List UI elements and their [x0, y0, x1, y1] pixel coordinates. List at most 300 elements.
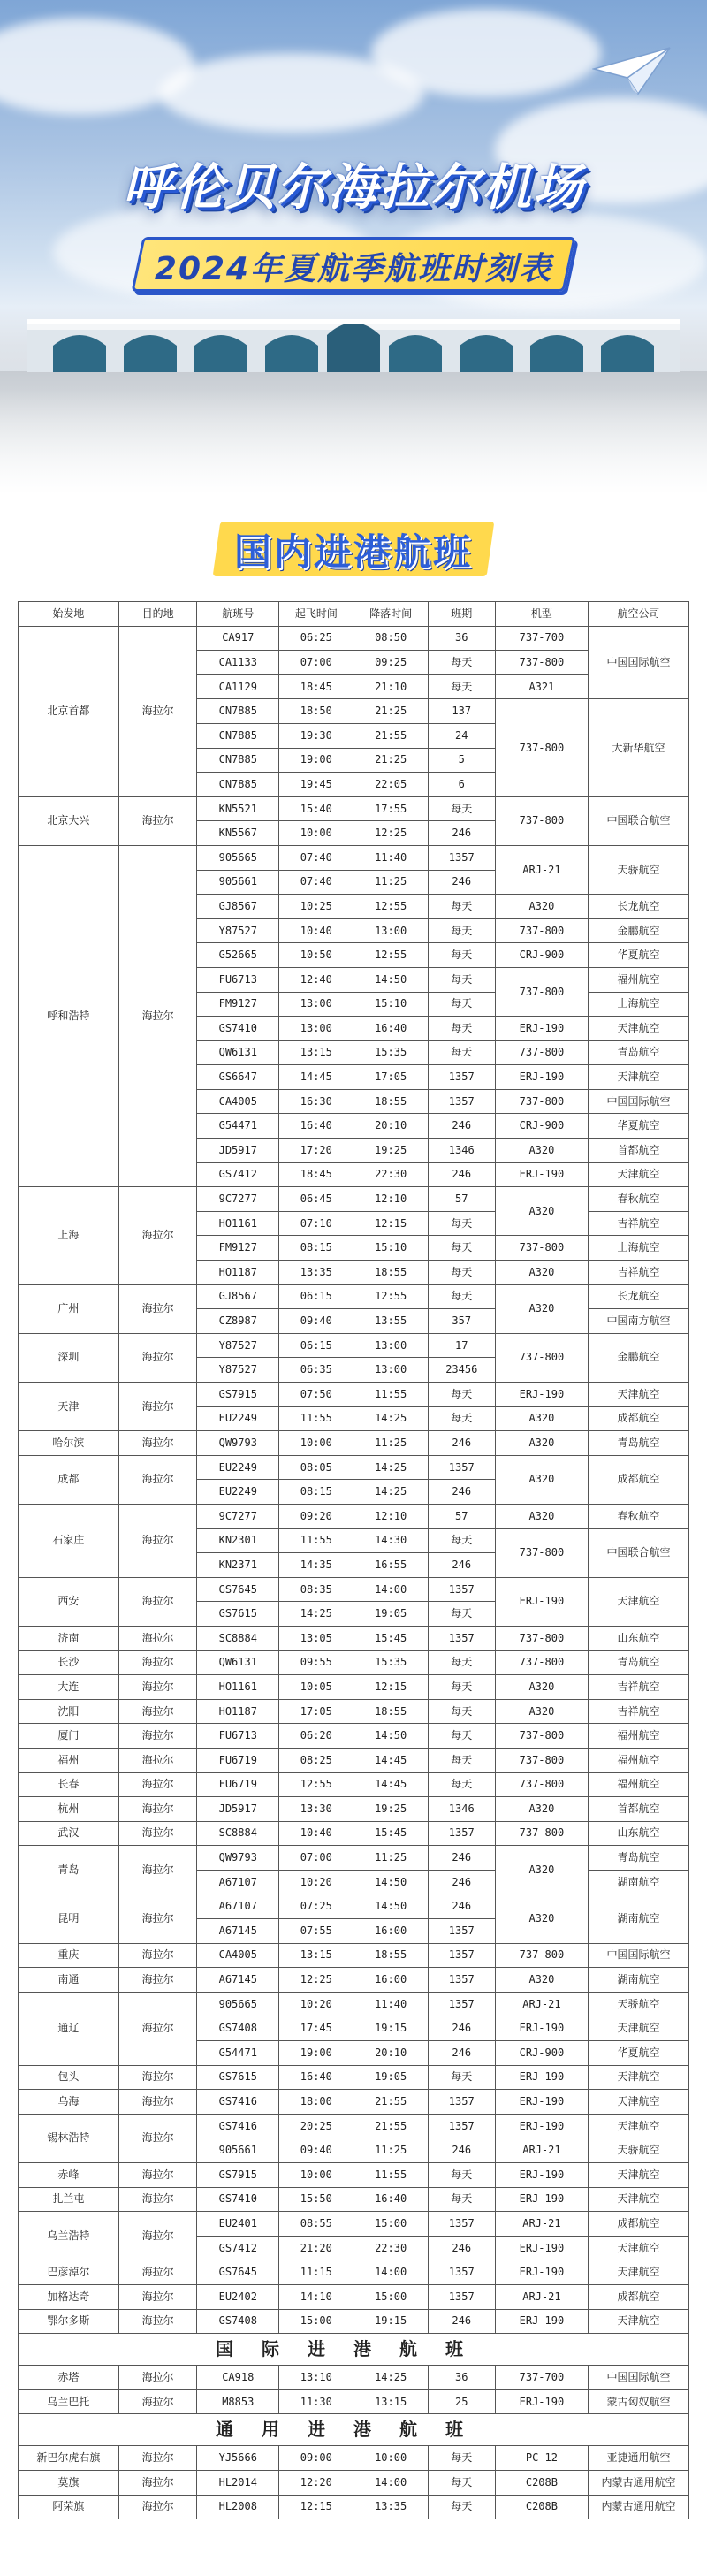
- cell-aircraft: CRJ-900: [495, 943, 588, 968]
- table-row: [19, 1846, 689, 1871]
- cell-departure: 12:25: [279, 1968, 354, 1993]
- cell-airline: 春秋航空: [589, 1504, 689, 1528]
- cell-arrival: 12:25: [354, 821, 428, 846]
- header-airline: 航空公司: [589, 602, 689, 627]
- cell-airline: 天津航空: [589, 2065, 689, 2090]
- cell-flight-no: JD5917: [197, 1797, 279, 1822]
- cell-arrival: 10:00: [354, 2446, 428, 2471]
- cell-airline: 中国国际航空: [589, 2366, 689, 2390]
- cell-destination: 海拉尔: [118, 1748, 197, 1772]
- cell-arrival: 16:40: [354, 1017, 428, 1041]
- cell-aircraft: ERJ-190: [495, 2187, 588, 2212]
- cell-flight-no: JD5917: [197, 1139, 279, 1163]
- cell-days: 1357: [428, 1065, 495, 1090]
- cell-arrival: 19:15: [354, 2016, 428, 2041]
- cell-destination: 海拉尔: [118, 1772, 197, 1797]
- cell-origin: 哈尔滨: [19, 1431, 119, 1456]
- cell-airline: 华夏航空: [589, 1114, 689, 1139]
- cell-destination: 海拉尔: [118, 1724, 197, 1749]
- cell-flight-no: GJ8567: [197, 1284, 279, 1309]
- cell-destination: 海拉尔: [118, 2284, 197, 2309]
- cell-flight-no: CN7885: [197, 773, 279, 797]
- cell-flight-no: A67145: [197, 1968, 279, 1993]
- cell-arrival: 14:00: [354, 2470, 428, 2495]
- cell-aircraft: ERJ-190: [495, 2163, 588, 2188]
- cell-arrival: 14:50: [354, 1870, 428, 1894]
- table-row: [19, 1748, 689, 1772]
- cell-destination: 海拉尔: [118, 1577, 197, 1626]
- table-row: [19, 1821, 689, 1846]
- cell-days: 每天: [428, 2187, 495, 2212]
- cell-origin: 沈阳: [19, 1699, 119, 1724]
- cell-departure: 13:10: [279, 2366, 354, 2390]
- cell-destination: 海拉尔: [118, 1650, 197, 1675]
- cell-days: 36: [428, 626, 495, 651]
- cell-flight-no: SC8884: [197, 1626, 279, 1650]
- table-row: [19, 1894, 689, 1919]
- cell-airline: 春秋航空: [589, 1187, 689, 1212]
- cell-arrival: 16:55: [354, 1553, 428, 1578]
- cell-arrival: 14:25: [354, 2366, 428, 2390]
- cell-days: 36: [428, 2366, 495, 2390]
- cell-airline: 湖南航空: [589, 1870, 689, 1894]
- cell-flight-no: GJ8567: [197, 895, 279, 919]
- cell-days: 25: [428, 2389, 495, 2414]
- table-row: [19, 796, 689, 821]
- cell-aircraft: A320: [495, 1139, 588, 1163]
- cell-days: 246: [428, 2309, 495, 2334]
- cell-departure: 07:40: [279, 870, 354, 895]
- cell-departure: 10:00: [279, 821, 354, 846]
- cell-flight-no: KN5567: [197, 821, 279, 846]
- paper-plane-icon: [592, 44, 672, 97]
- cell-departure: 17:45: [279, 2016, 354, 2041]
- cell-flight-no: HO1187: [197, 1261, 279, 1285]
- cell-days: 5: [428, 748, 495, 773]
- cell-departure: 13:30: [279, 1797, 354, 1822]
- cell-days: 每天: [428, 796, 495, 821]
- cell-destination: 海拉尔: [118, 2389, 197, 2414]
- hero-banner: [0, 0, 707, 495]
- cell-departure: 06:35: [279, 1358, 354, 1383]
- cell-aircraft: A320: [495, 1894, 588, 1943]
- cell-days: 246: [428, 2016, 495, 2041]
- cell-days: 246: [428, 1114, 495, 1139]
- cell-aircraft: 737-800: [495, 1772, 588, 1797]
- cell-flight-no: 905665: [197, 845, 279, 870]
- cell-flight-no: 905661: [197, 2138, 279, 2163]
- cell-days: 1357: [428, 845, 495, 870]
- cell-departure: 13:00: [279, 1017, 354, 1041]
- cell-departure: 10:20: [279, 1870, 354, 1894]
- table-row: [19, 626, 689, 651]
- cell-days: 每天: [428, 1017, 495, 1041]
- cell-airline: 成都航空: [589, 1406, 689, 1431]
- cell-arrival: 11:25: [354, 1846, 428, 1871]
- table-row: [19, 1626, 689, 1650]
- table-row: [19, 2260, 689, 2285]
- cell-airline: 天津航空: [589, 2260, 689, 2285]
- cell-aircraft: 737-800: [495, 1943, 588, 1968]
- cell-departure: 10:05: [279, 1675, 354, 1700]
- cell-days: 1346: [428, 1139, 495, 1163]
- cell-departure: 08:05: [279, 1455, 354, 1480]
- cell-days: 1357: [428, 2260, 495, 2285]
- cell-destination: 海拉尔: [118, 626, 197, 796]
- cell-departure: 10:00: [279, 1431, 354, 1456]
- cell-days: 246: [428, 2236, 495, 2260]
- cell-aircraft: CRJ-900: [495, 1114, 588, 1139]
- cell-flight-no: HL2014: [197, 2470, 279, 2495]
- cell-arrival: 12:10: [354, 1187, 428, 1212]
- cell-flight-no: FU6713: [197, 1724, 279, 1749]
- cell-flight-no: QW9793: [197, 1846, 279, 1871]
- cell-departure: 07:25: [279, 1894, 354, 1919]
- cell-arrival: 13:35: [354, 2495, 428, 2519]
- terminal-building-illustration: [27, 305, 680, 376]
- header-aircraft: 机型: [495, 602, 588, 627]
- cell-airline: 青岛航空: [589, 1431, 689, 1456]
- cell-departure: 10:20: [279, 1992, 354, 2016]
- cell-flight-no: 9C7277: [197, 1187, 279, 1212]
- cell-arrival: 21:55: [354, 2090, 428, 2115]
- cell-arrival: 15:45: [354, 1821, 428, 1846]
- cell-aircraft: A320: [495, 1797, 588, 1822]
- cell-origin: 福州: [19, 1748, 119, 1772]
- cell-aircraft: ERJ-190: [495, 2016, 588, 2041]
- cell-flight-no: Y87527: [197, 1333, 279, 1358]
- cell-aircraft: 737-800: [495, 918, 588, 943]
- cell-arrival: 11:40: [354, 845, 428, 870]
- section-header: [0, 495, 707, 601]
- table-row: [19, 2187, 689, 2212]
- cell-departure: 08:35: [279, 1577, 354, 1602]
- cell-days: 每天: [428, 967, 495, 992]
- cell-flight-no: EU2401: [197, 2212, 279, 2237]
- cell-flight-no: FU6719: [197, 1748, 279, 1772]
- table-row: [19, 1504, 689, 1528]
- cell-flight-no: Y87527: [197, 1358, 279, 1383]
- cell-arrival: 18:55: [354, 1699, 428, 1724]
- cell-departure: 12:15: [279, 2495, 354, 2519]
- cell-flight-no: QW6131: [197, 1040, 279, 1065]
- cell-arrival: 14:00: [354, 2260, 428, 2285]
- cell-days: 每天: [428, 1040, 495, 1065]
- cell-arrival: 19:05: [354, 2065, 428, 2090]
- cell-arrival: 13:00: [354, 1333, 428, 1358]
- cell-airline: 青岛航空: [589, 1040, 689, 1065]
- cell-airline: 吉祥航空: [589, 1675, 689, 1700]
- cell-airline: 大新华航空: [589, 699, 689, 796]
- cell-departure: 21:20: [279, 2236, 354, 2260]
- cell-departure: 09:40: [279, 1309, 354, 1334]
- cell-destination: 海拉尔: [118, 1626, 197, 1650]
- cell-aircraft: A320: [495, 1675, 588, 1700]
- cell-departure: 08:15: [279, 1236, 354, 1261]
- cell-flight-no: KN2371: [197, 1553, 279, 1578]
- table-row: [19, 1455, 689, 1480]
- cell-flight-no: CA918: [197, 2366, 279, 2390]
- cell-arrival: 21:55: [354, 2114, 428, 2138]
- cell-flight-no: SC8884: [197, 1821, 279, 1846]
- cell-departure: 10:40: [279, 918, 354, 943]
- cell-departure: 06:15: [279, 1333, 354, 1358]
- cell-origin: 巴彦淖尔: [19, 2260, 119, 2285]
- cell-departure: 13:05: [279, 1626, 354, 1650]
- cell-origin: 上海: [19, 1187, 119, 1284]
- table-row: [19, 2366, 689, 2390]
- cell-departure: 18:45: [279, 1162, 354, 1187]
- cell-departure: 14:35: [279, 1553, 354, 1578]
- cell-origin: 济南: [19, 1626, 119, 1650]
- cell-destination: 海拉尔: [118, 1968, 197, 1993]
- cell-days: 每天: [428, 1284, 495, 1309]
- cell-aircraft: A320: [495, 1187, 588, 1236]
- cell-airline: 青岛航空: [589, 1846, 689, 1871]
- cell-departure: 14:45: [279, 1065, 354, 1090]
- cell-airline: 中国国际航空: [589, 1089, 689, 1114]
- cell-airline: 天津航空: [589, 2236, 689, 2260]
- cell-destination: 海拉尔: [118, 1675, 197, 1700]
- cell-airline: 天骄航空: [589, 2138, 689, 2163]
- cell-arrival: 11:25: [354, 2138, 428, 2163]
- table-row: [19, 2495, 689, 2519]
- cell-arrival: 15:00: [354, 2284, 428, 2309]
- cell-flight-no: GS7645: [197, 2260, 279, 2285]
- cell-arrival: 15:35: [354, 1040, 428, 1065]
- page-title: 呼伦贝尔海拉尔机场: [123, 159, 584, 217]
- cell-destination: 海拉尔: [118, 1284, 197, 1333]
- cell-days: 246: [428, 1846, 495, 1871]
- cell-aircraft: 737-700: [495, 2366, 588, 2390]
- cell-aircraft: ERJ-190: [495, 1017, 588, 1041]
- cell-origin: 武汉: [19, 1821, 119, 1846]
- cell-arrival: 16:40: [354, 2187, 428, 2212]
- cell-departure: 07:10: [279, 1211, 354, 1236]
- cell-departure: 09:55: [279, 1650, 354, 1675]
- table-row: [19, 2163, 689, 2188]
- cell-origin: 赤塔: [19, 2366, 119, 2390]
- cell-flight-no: Y87527: [197, 918, 279, 943]
- cell-days: 137: [428, 699, 495, 724]
- cell-arrival: 20:10: [354, 1114, 428, 1139]
- cell-destination: 海拉尔: [118, 1943, 197, 1968]
- cell-days: 57: [428, 1504, 495, 1528]
- cell-origin: 西安: [19, 1577, 119, 1626]
- cell-arrival: 14:25: [354, 1455, 428, 1480]
- cell-destination: 海拉尔: [118, 1992, 197, 2065]
- cell-departure: 06:25: [279, 626, 354, 651]
- intl-section-title-row: [19, 2334, 689, 2366]
- cell-destination: 海拉尔: [118, 1699, 197, 1724]
- page-subtitle: 2024年夏航季航班时刻表: [154, 251, 553, 287]
- cell-arrival: 15:10: [354, 992, 428, 1017]
- cell-destination: 海拉尔: [118, 2114, 197, 2162]
- cell-departure: 12:20: [279, 2470, 354, 2495]
- cell-aircraft: 737-800: [495, 1821, 588, 1846]
- cell-aircraft: PC-12: [495, 2446, 588, 2471]
- cell-flight-no: FU6713: [197, 967, 279, 992]
- cell-airline: 中国国际航空: [589, 1943, 689, 1968]
- table-row: [19, 2212, 689, 2237]
- cell-airline: 福州航空: [589, 1748, 689, 1772]
- header-destination: 目的地: [118, 602, 197, 627]
- cell-flight-no: KN2301: [197, 1528, 279, 1553]
- cell-airline: 长龙航空: [589, 895, 689, 919]
- cell-aircraft: 737-800: [495, 1040, 588, 1065]
- cell-airline: 吉祥航空: [589, 1261, 689, 1285]
- cell-flight-no: CN7885: [197, 723, 279, 748]
- header-days: 班期: [428, 602, 495, 627]
- cell-aircraft: ARJ-21: [495, 2284, 588, 2309]
- cell-airline: 青岛航空: [589, 1650, 689, 1675]
- cell-departure: 07:50: [279, 1383, 354, 1407]
- cell-destination: 海拉尔: [118, 2065, 197, 2090]
- cell-origin: 扎兰屯: [19, 2187, 119, 2212]
- cell-destination: 海拉尔: [118, 1894, 197, 1943]
- cell-flight-no: QW6131: [197, 1650, 279, 1675]
- cell-days: 每天: [428, 1211, 495, 1236]
- cell-departure: 11:30: [279, 2389, 354, 2414]
- cell-arrival: 12:55: [354, 895, 428, 919]
- cell-origin: 厦门: [19, 1724, 119, 1749]
- cell-airline: 中国联合航空: [589, 796, 689, 845]
- cell-arrival: 09:25: [354, 651, 428, 675]
- cell-flight-no: GS7412: [197, 1162, 279, 1187]
- cell-days: 246: [428, 1480, 495, 1505]
- cell-origin: 南通: [19, 1968, 119, 1993]
- cell-aircraft: ERJ-190: [495, 2309, 588, 2334]
- cell-departure: 12:55: [279, 1772, 354, 1797]
- cell-arrival: 19:25: [354, 1139, 428, 1163]
- header-origin: 始发地: [19, 602, 119, 627]
- cell-departure: 09:00: [279, 2446, 354, 2471]
- cell-flight-no: M8853: [197, 2389, 279, 2414]
- cell-aircraft: 737-800: [495, 1236, 588, 1261]
- cell-destination: 海拉尔: [118, 1431, 197, 1456]
- cell-days: 每天: [428, 2446, 495, 2471]
- cloud: [371, 9, 601, 97]
- table-row: [19, 2309, 689, 2334]
- table-row: [19, 1383, 689, 1407]
- cell-destination: 海拉尔: [118, 2309, 197, 2334]
- table-row: [19, 1187, 689, 1212]
- cell-arrival: 14:50: [354, 1894, 428, 1919]
- cell-departure: 14:25: [279, 1602, 354, 1627]
- header-departure: 起飞时间: [279, 602, 354, 627]
- cell-arrival: 22:30: [354, 2236, 428, 2260]
- cell-aircraft: ARJ-21: [495, 1992, 588, 2016]
- cell-days: 每天: [428, 674, 495, 699]
- table-row: [19, 1968, 689, 1993]
- cell-flight-no: A67107: [197, 1894, 279, 1919]
- cell-destination: 海拉尔: [118, 1187, 197, 1284]
- cell-origin: 阿荣旗: [19, 2495, 119, 2519]
- cell-destination: 海拉尔: [118, 1383, 197, 1431]
- cell-airline: 湖南航空: [589, 1968, 689, 1993]
- cell-days: 每天: [428, 992, 495, 1017]
- cell-arrival: 14:25: [354, 1480, 428, 1505]
- cell-aircraft: ERJ-190: [495, 1162, 588, 1187]
- cell-aircraft: ERJ-190: [495, 1577, 588, 1626]
- cell-flight-no: CN7885: [197, 748, 279, 773]
- general-section-title: 通用进港航班: [19, 2414, 689, 2446]
- cell-departure: 18:50: [279, 699, 354, 724]
- cell-departure: 14:10: [279, 2284, 354, 2309]
- cell-destination: 海拉尔: [118, 1504, 197, 1577]
- table-row: [19, 1650, 689, 1675]
- cell-airline: 天津航空: [589, 2114, 689, 2138]
- cell-days: 1346: [428, 1797, 495, 1822]
- cell-flight-no: GS6647: [197, 1065, 279, 1090]
- cell-days: 1357: [428, 1455, 495, 1480]
- cell-arrival: 11:25: [354, 870, 428, 895]
- cell-flight-no: GS7615: [197, 2065, 279, 2090]
- cell-destination: 海拉尔: [118, 2446, 197, 2471]
- cell-days: 1357: [428, 1968, 495, 1993]
- cell-destination: 海拉尔: [118, 2212, 197, 2260]
- cell-departure: 15:40: [279, 796, 354, 821]
- cell-departure: 07:00: [279, 651, 354, 675]
- cell-arrival: 16:00: [354, 1968, 428, 1993]
- cell-days: 1357: [428, 2284, 495, 2309]
- table-row: [19, 1675, 689, 1700]
- cell-arrival: 22:30: [354, 1162, 428, 1187]
- schedule-table: [18, 601, 689, 2519]
- section-title: 国内进港航班: [233, 530, 473, 574]
- cell-airline: 天津航空: [589, 1065, 689, 1090]
- cell-aircraft: A321: [495, 674, 588, 699]
- cell-aircraft: ERJ-190: [495, 2065, 588, 2090]
- cell-days: 每天: [428, 2065, 495, 2090]
- cell-origin: 昆明: [19, 1894, 119, 1943]
- cell-departure: 07:40: [279, 845, 354, 870]
- cell-days: 246: [428, 1553, 495, 1578]
- cell-days: 每天: [428, 1383, 495, 1407]
- cell-arrival: 13:55: [354, 1309, 428, 1334]
- cell-origin: 乌兰浩特: [19, 2212, 119, 2260]
- cell-destination: 海拉尔: [118, 2260, 197, 2285]
- cell-origin: 石家庄: [19, 1504, 119, 1577]
- table-row: [19, 1992, 689, 2016]
- cell-destination: 海拉尔: [118, 2163, 197, 2188]
- cell-airline: 华夏航空: [589, 943, 689, 968]
- cell-flight-no: CZ8987: [197, 1309, 279, 1334]
- cell-origin: 天津: [19, 1383, 119, 1431]
- table-row: [19, 1797, 689, 1822]
- table-header-row: [19, 602, 689, 627]
- cell-origin: 长春: [19, 1772, 119, 1797]
- cell-flight-no: GS7615: [197, 1602, 279, 1627]
- cell-flight-no: GS7915: [197, 1383, 279, 1407]
- cell-departure: 10:50: [279, 943, 354, 968]
- cell-aircraft: C208B: [495, 2470, 588, 2495]
- cell-aircraft: ERJ-190: [495, 1065, 588, 1090]
- cell-aircraft: A320: [495, 1699, 588, 1724]
- cell-days: 1357: [428, 2114, 495, 2138]
- cell-flight-no: QW9793: [197, 1431, 279, 1456]
- cell-aircraft: 737-800: [495, 1333, 588, 1382]
- cell-departure: 10:40: [279, 1821, 354, 1846]
- cell-origin: 加格达奇: [19, 2284, 119, 2309]
- cell-days: 1357: [428, 1577, 495, 1602]
- table-row: [19, 845, 689, 870]
- cell-destination: 海拉尔: [118, 2470, 197, 2495]
- cell-aircraft: A320: [495, 1261, 588, 1285]
- cell-arrival: 14:45: [354, 1772, 428, 1797]
- cell-aircraft: ERJ-190: [495, 2114, 588, 2138]
- cell-airline: 中国联合航空: [589, 1528, 689, 1577]
